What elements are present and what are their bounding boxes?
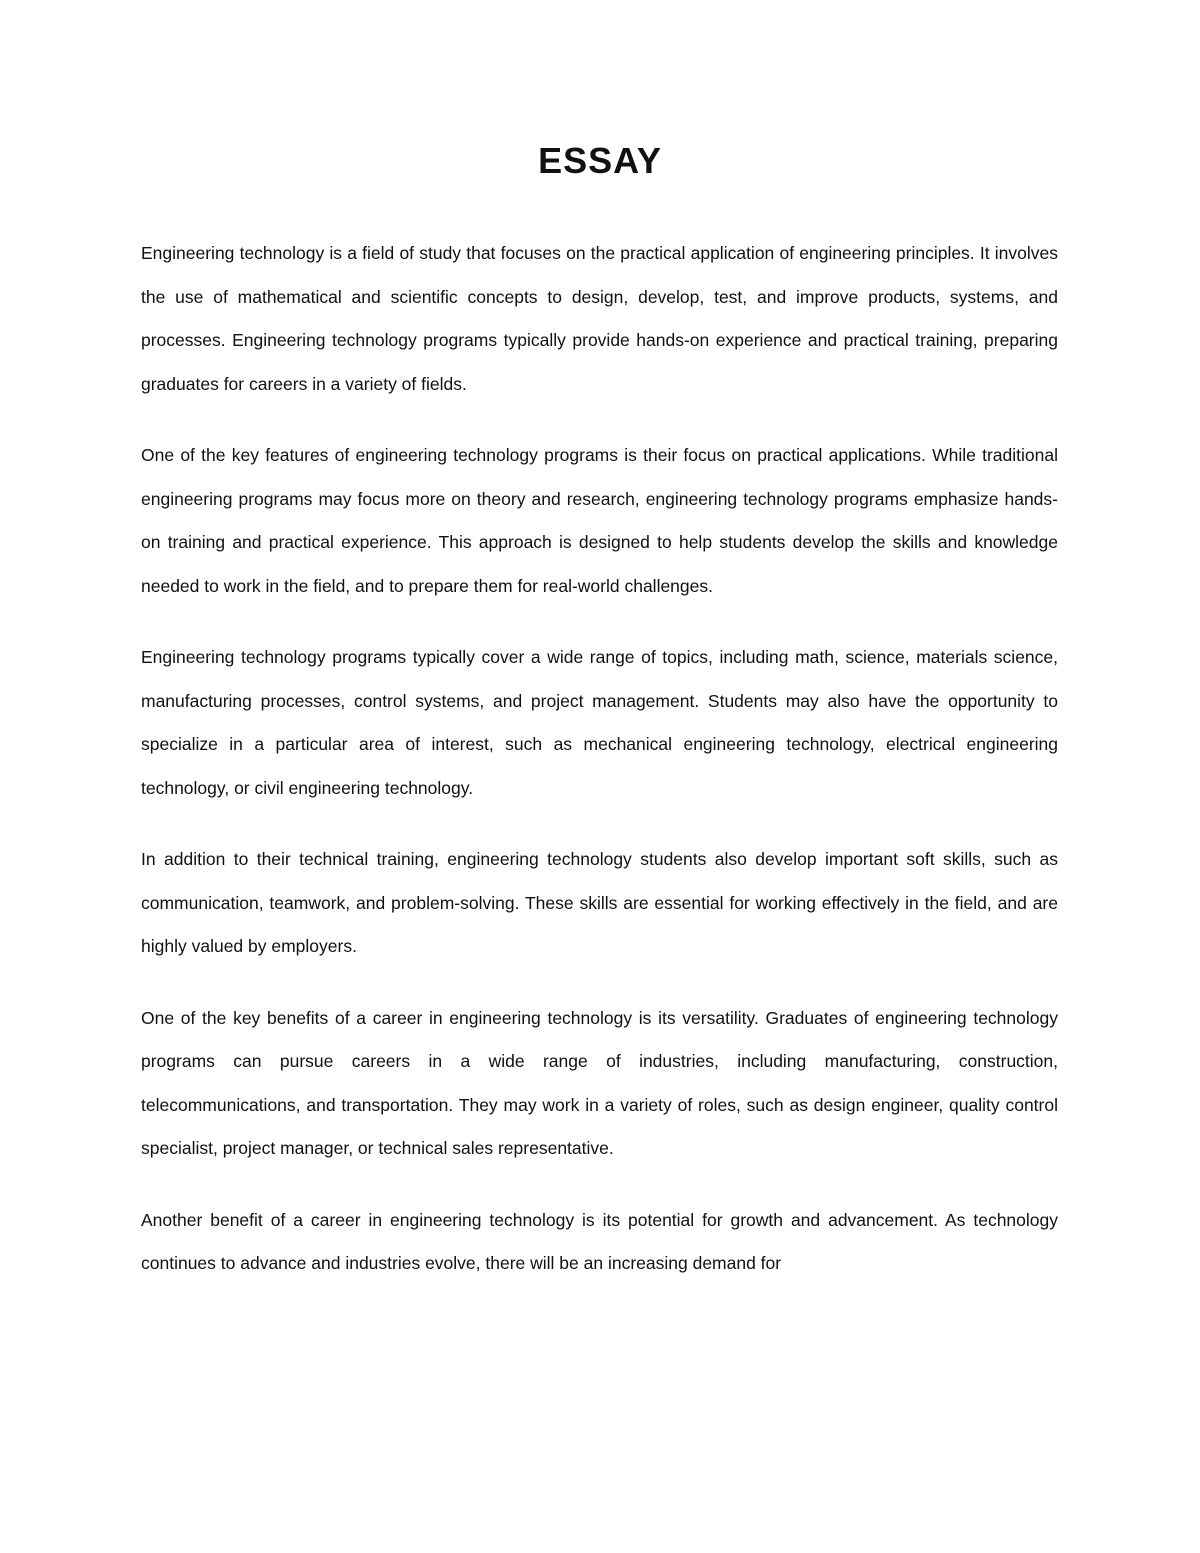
paragraph-5: One of the key benefits of a career in engineering technology is its versatility. Graduates of engineering technology programs can pursue careers in a wide range of industries, including manufacturing, construction, telecommunications, and transportation. They may work in a variety of roles, such as design engineer, quality control specialist, project manager, or technical sales representative. [141, 1007, 1058, 1158]
paragraph-4: In addition to their technical training, engineering technology students also develop important soft skills, such as communication, teamwork, and problem-solving. These skills are essential for working effectively in the field, and are highly valued by employers. [141, 849, 1058, 956]
document-body [141, 232, 1058, 1314]
paragraph-3: Engineering technology programs typically cover a wide range of topics, including math, science, materials science, manufacturing processes, control systems, and project management. Students may also have the opportunity to specialize in a particular area of interest, such as mechanical engineering technology, electrical engineering technology, or civil engineering technology. [141, 647, 1058, 798]
paragraph-1: Engineering technology is a field of study that focuses on the practical application of engineering principles. It involves the use of mathematical and scientific concepts to design, develop, test, and improve products, systems, and processes. Engineering technology programs typically provide hands-on experience and practical training, preparing graduates for careers in a variety of fields. [141, 243, 1058, 394]
paragraph-6: Another benefit of a career in engineering technology is its potential for growth and advancement. As technology continues to advance and industries evolve, there will be an increasing demand for [141, 1209, 1058, 1273]
document-title: ESSAY [538, 140, 662, 181]
paragraph-2: One of the key features of engineering technology programs is their focus on practical applications. While traditional engineering programs may focus more on theory and research, engineering technology programs emphasize hands-on training and practical experience. This approach is designed to help students develop the skills and knowledge needed to work in the field, and to prepare them for real-world challenges. [141, 445, 1058, 596]
